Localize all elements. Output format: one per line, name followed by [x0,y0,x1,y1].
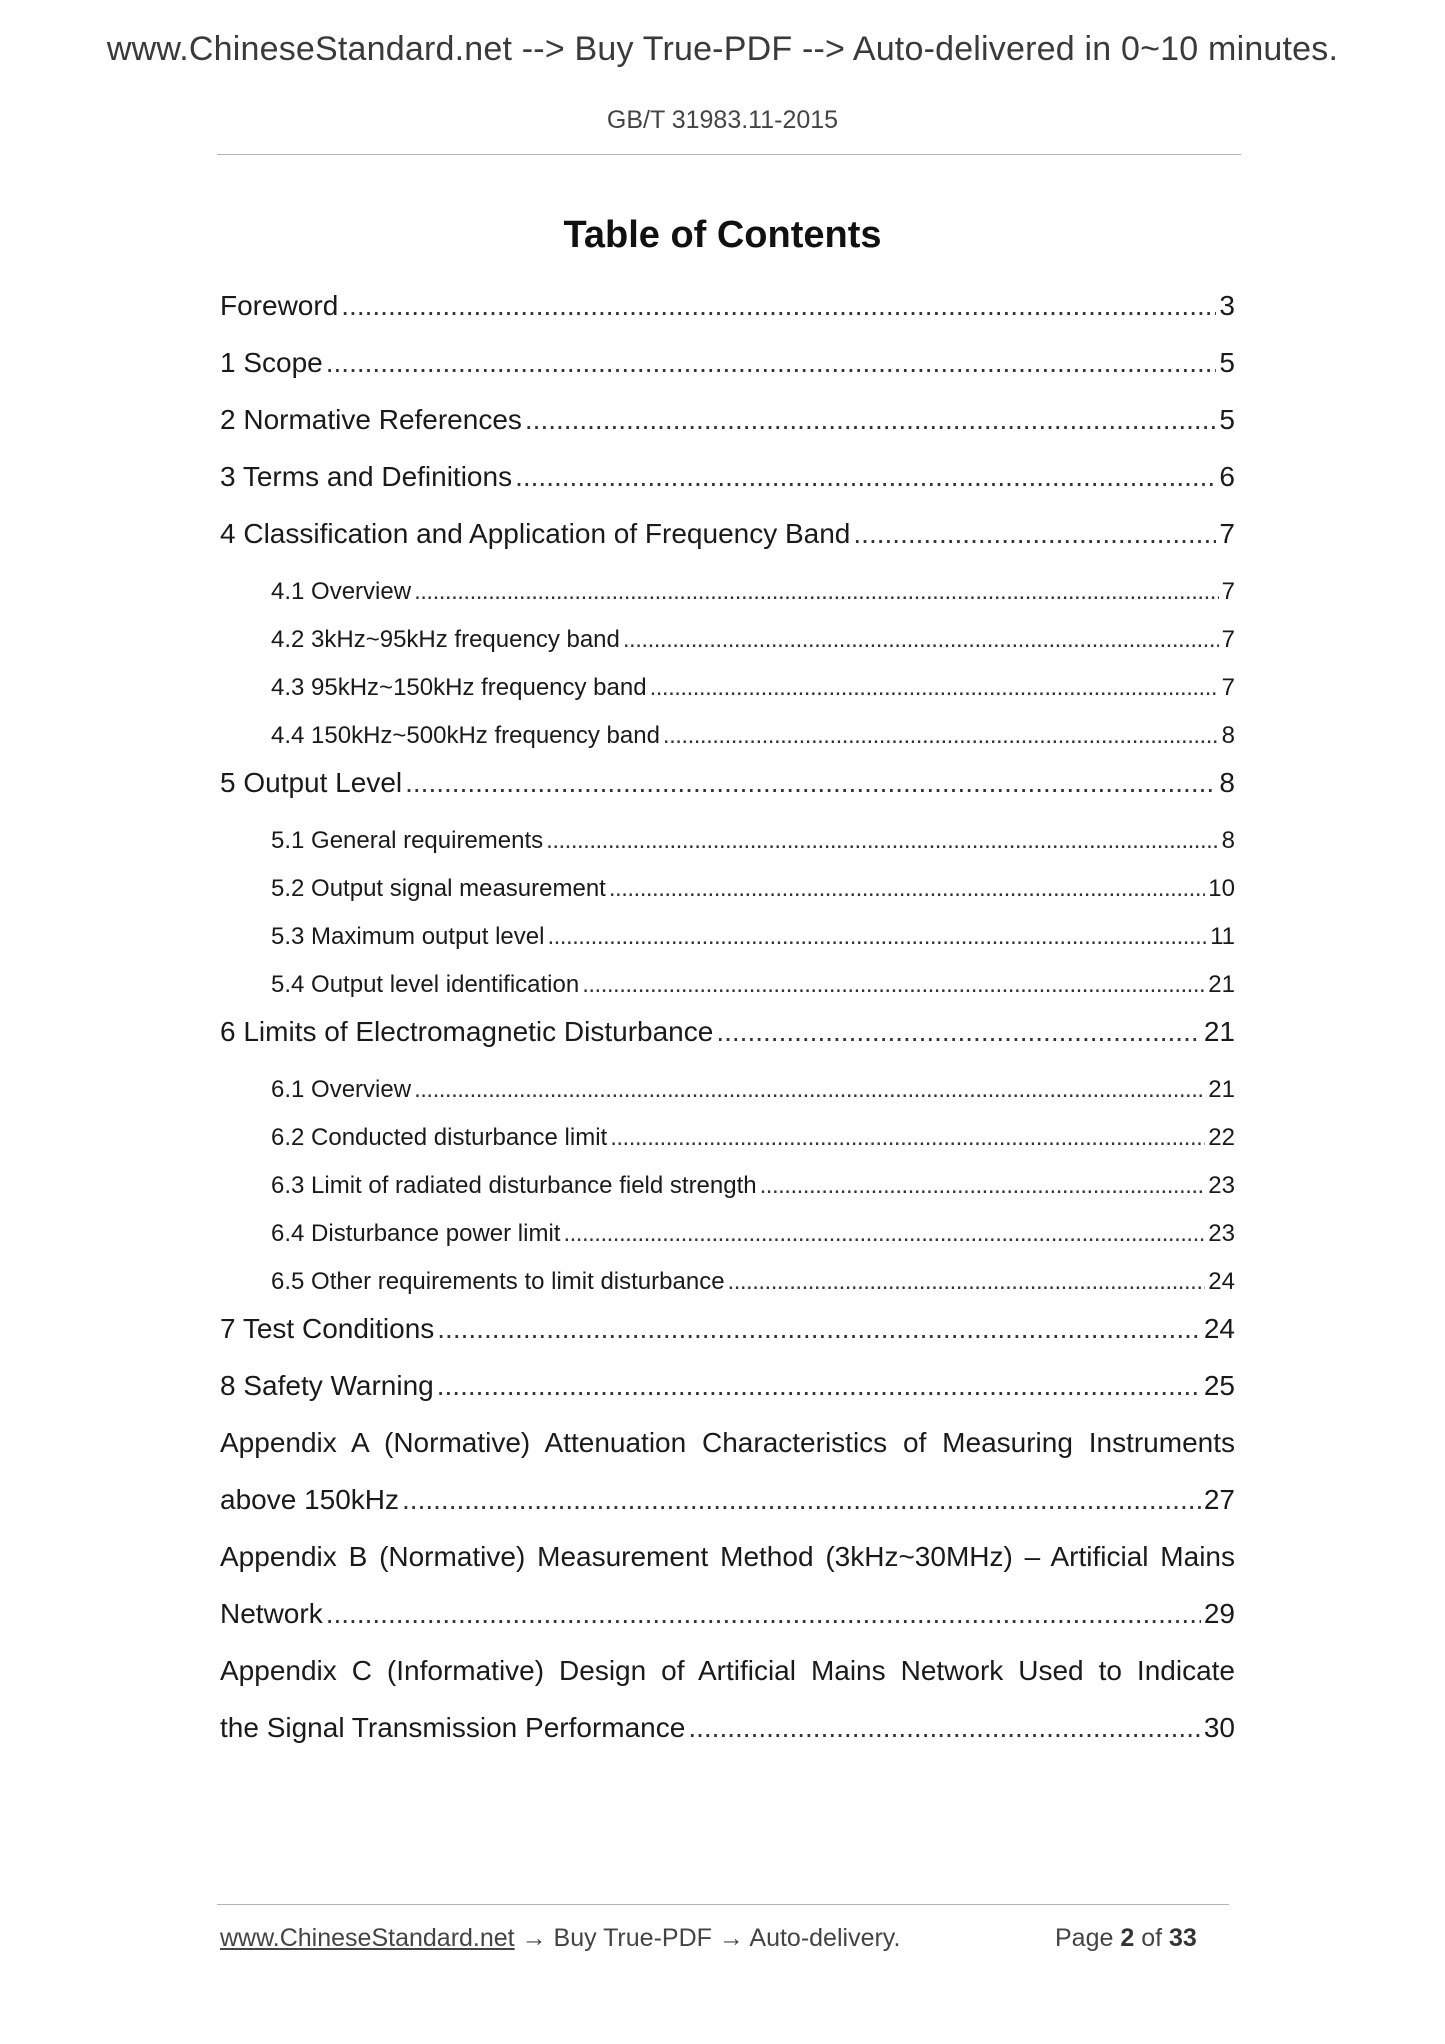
toc-entry-classification[interactable] [220,518,1235,550]
toc-entry-page: 21 [1208,1076,1235,1103]
dot-leader [546,827,1218,855]
page-word: Page [1055,1924,1114,1952]
toc-entry-output-level[interactable] [220,767,1235,799]
toc-entry-limits-disturbance[interactable] [220,1016,1235,1048]
dot-leader [582,971,1205,999]
footer-site-link[interactable]: www.ChineseStandard.net [220,1924,515,1952]
toc-entry-page: 8 [1221,722,1235,749]
dot-leader [609,875,1205,903]
dot-leader [405,767,1216,799]
toc-entry-page: 7 [1221,626,1235,653]
toc-entry-page: 21 [1203,1016,1235,1047]
toc-entry-normative-references[interactable] [220,404,1235,436]
toc-entry-6-2[interactable] [220,1124,1235,1152]
dot-leader [728,1268,1206,1296]
toc-entry-appendix-b[interactable] [220,1598,1235,1630]
document-number: GB/T 31983.11-2015 [606,106,839,134]
dot-leader [414,578,1219,606]
footer-promo [220,1924,900,1953]
toc-entry-4-4[interactable] [220,722,1235,750]
toc-entry-5-2[interactable] [220,875,1235,903]
toc-entry-label: 8 Safety Warning [220,1370,434,1401]
toc-entry-scope[interactable] [220,347,1235,379]
toc-entry-page: 21 [1208,971,1235,998]
dot-leader [437,1370,1201,1402]
footer-divider [217,1904,1229,1905]
toc-entry-label: 5.4 Output level identification [271,971,580,998]
toc-entry-5-3[interactable] [220,923,1235,951]
toc-entry-label: Foreword [220,290,339,321]
toc-entry-label: 4 Classification and Application of Frequency Band [220,518,851,549]
toc-entry-appendix-a[interactable] [220,1484,1235,1516]
toc-entry-terms-definitions[interactable] [220,461,1235,493]
toc-entry-label: the Signal Transmission Performance [220,1712,686,1743]
toc-entry-label: 4.4 150kHz~500kHz frequency band [271,722,660,749]
toc-entry-page: 5 [1219,347,1235,378]
dot-leader [326,347,1217,379]
dot-leader [525,404,1217,436]
toc-entry-5-1[interactable] [220,827,1235,855]
toc-entry-page: 27 [1203,1484,1235,1515]
toc-entry-6-4[interactable] [220,1220,1235,1248]
dot-leader [650,674,1219,702]
toc-entry-label: 5 Output Level [220,767,403,798]
toc-entry-page: 23 [1208,1172,1235,1199]
toc-entry-6-3[interactable] [220,1172,1235,1200]
toc-title: Table of Contents [563,214,882,256]
dot-leader [688,1712,1201,1744]
toc-entry-label: 6 Limits of Electromagnetic Disturbance [220,1016,714,1047]
header-divider [217,154,1241,155]
toc-entry-label: 6.4 Disturbance power limit [271,1220,561,1247]
dot-leader [515,461,1216,493]
dot-leader [341,290,1216,322]
toc-entry-page: 8 [1219,767,1235,798]
toc-entry-page: 8 [1221,827,1235,854]
toc-entry-foreword[interactable] [220,290,1235,322]
toc-entry-4-3[interactable] [220,674,1235,702]
dot-leader [547,923,1207,951]
dot-leader [326,1598,1201,1630]
toc-entry-label: above 150kHz [220,1484,400,1515]
toc-entry-page: 30 [1203,1712,1235,1743]
toc-entry-page: 7 [1219,518,1235,549]
dot-leader [563,1220,1205,1248]
toc-entry-test-conditions[interactable] [220,1313,1235,1345]
toc-entry-4-1[interactable] [220,578,1235,606]
toc-entry-label: 6.3 Limit of radiated disturbance field strength [271,1172,757,1199]
toc-entry-safety-warning[interactable] [220,1370,1235,1402]
toc-entry-label: 2 Normative References [220,404,522,435]
toc-entry-label: 4.3 95kHz~150kHz frequency band [271,674,647,701]
toc-entry-6-1[interactable] [220,1076,1235,1104]
toc-entry-page: 23 [1208,1220,1235,1247]
toc-entry-label: 7 Test Conditions [220,1313,435,1344]
toc-entry-page: 24 [1208,1268,1235,1295]
toc-entry-appendix-c[interactable] [220,1712,1235,1744]
toc-entry-page: 7 [1221,674,1235,701]
toc-entry-page: 5 [1219,404,1235,435]
toc-entry-page: 11 [1210,923,1235,950]
toc-entry-5-4[interactable] [220,971,1235,999]
dot-leader [853,518,1216,550]
toc-entry-page: 24 [1203,1313,1235,1344]
of-word: of [1141,1924,1163,1952]
toc-entry-4-2[interactable] [220,626,1235,654]
site-banner: www.ChineseStandard.net --> Buy True-PDF --> Auto-delivered in 0~10 minutes. [106,30,1339,68]
total-page-count: 33 [1169,1924,1197,1952]
toc-entry-appendix-a-line1[interactable]: Appendix A (Normative) Attenuation Characteristics of Measuring Instruments [220,1427,1235,1458]
dot-leader [716,1016,1201,1048]
toc-entry-page: 6 [1219,461,1235,492]
toc-entry-appendix-c-line1[interactable]: Appendix C (Informative) Design of Artificial Mains Network Used to Indicate [220,1655,1235,1686]
toc-entry-label: 3 Terms and Definitions [220,461,513,492]
current-page-number: 2 [1120,1924,1135,1952]
toc-entry-page: 7 [1221,578,1235,605]
toc-entry-page: 10 [1208,875,1235,902]
toc-entry-label: 5.3 Maximum output level [271,923,545,950]
toc-entry-label: 6.5 Other requirements to limit disturbance [271,1268,725,1295]
dot-leader [623,626,1219,654]
toc-entry-label: 1 Scope [220,347,323,378]
footer-tagline: → Buy True-PDF → Auto-delivery. [514,1924,901,1952]
toc-entry-appendix-b-line1[interactable]: Appendix B (Normative) Measurement Method (3kHz~30MHz) – Artificial Mains [220,1541,1235,1572]
page-indicator [1055,1924,1197,1953]
toc-entry-page: 29 [1203,1598,1235,1629]
toc-entry-page: 25 [1203,1370,1235,1401]
dot-leader [414,1076,1205,1104]
toc-entry-label: 4.2 3kHz~95kHz frequency band [271,626,620,653]
toc-entry-label: Network [220,1598,323,1629]
toc-entry-label: 6.1 Overview [271,1076,412,1103]
dot-leader [610,1124,1205,1152]
dot-leader [402,1484,1201,1516]
toc-entry-page: 22 [1208,1124,1235,1151]
toc-entry-label: 5.1 General requirements [271,827,544,854]
toc-entry-6-5[interactable] [220,1268,1235,1296]
dot-leader [663,722,1219,750]
dot-leader [437,1313,1201,1345]
dot-leader [760,1172,1206,1200]
toc-entry-page: 3 [1219,290,1235,321]
toc-entry-label: 5.2 Output signal measurement [271,875,606,902]
toc-entry-label: 6.2 Conducted disturbance limit [271,1124,608,1151]
toc-entry-label: 4.1 Overview [271,578,412,605]
